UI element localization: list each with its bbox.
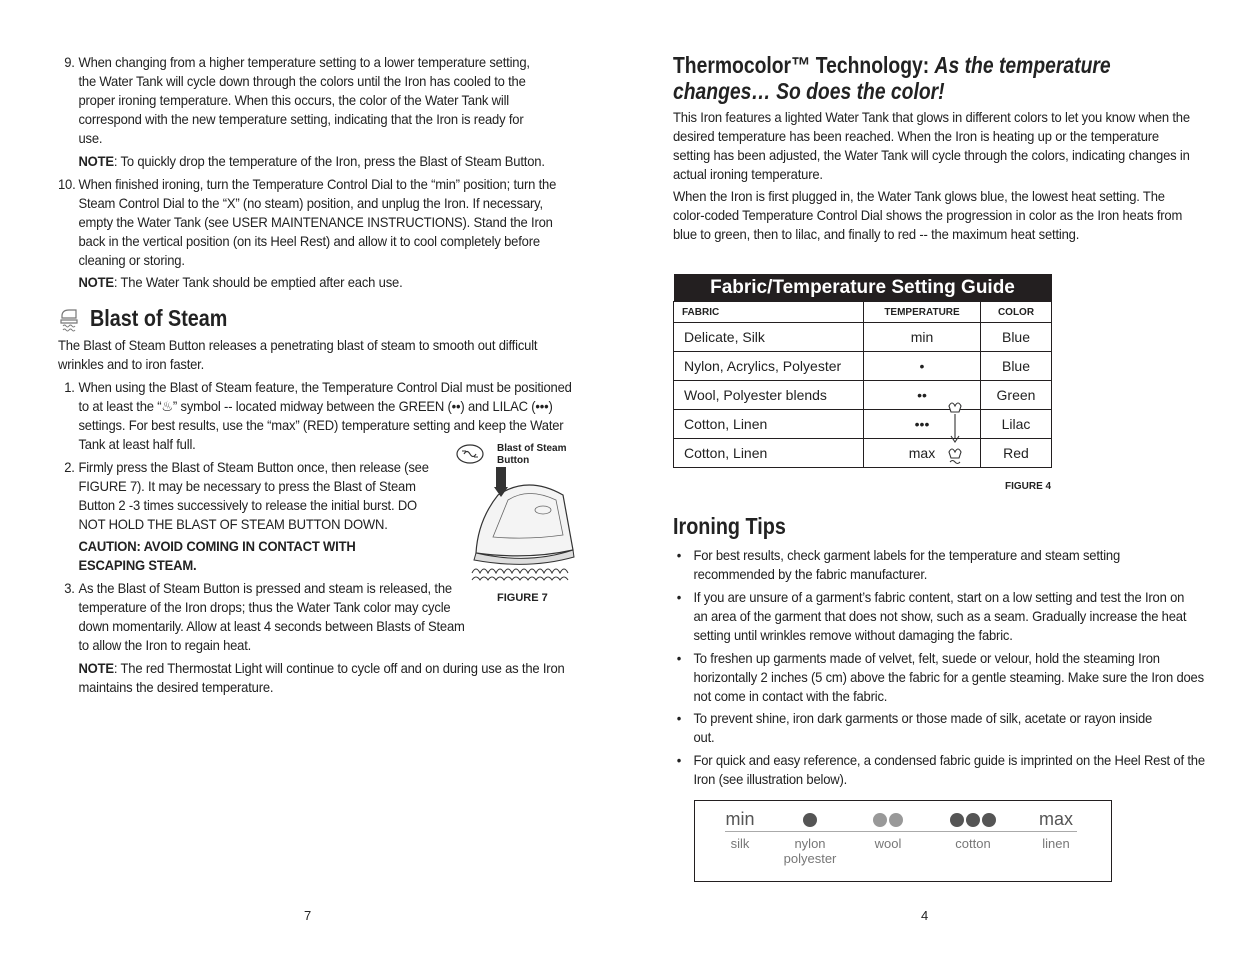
heel-divider (725, 831, 1077, 832)
steam-range-arrow-icon (944, 398, 966, 468)
table-row: Cotton, Linen ••• Lilac (674, 410, 1052, 439)
page-number-right: 4 (921, 908, 929, 923)
figure4-caption: FIGURE 4 (1005, 481, 1052, 492)
heel-linen: linen (1042, 836, 1070, 851)
list-item: • To prevent shine, iron dark garments or those made of silk, acetate or rayon inside out. (676, 710, 1153, 745)
note-quick-drop: NOTE: To quickly drop the temperature of the Iron, press the Blast of Steam Button. (78, 153, 545, 169)
list-item: • To freshen up garments made of velvet, felt, suede or velour, hold the steaming Iron horizontally 2 inches (5 cm) above the fabric for a gentle steaming. Make sure the Iron does not come in contact with the fabric. (676, 650, 1204, 704)
list-item: • For best results, check garment labels for the temperature and steam setting recommended by the fabric manufacturer. (676, 547, 1121, 582)
table-row: Delicate, Silk min Blue (674, 323, 1052, 352)
instruction-item-10: 10. When finished ironing, turn the Temperature Control Dial to the “min” position; turn the Steam Control Dial to the “X” (no steam) position, and unplug the Iron. If necessary, empty the Water Tank (see USER MAINTENANCE INSTRUCTIONS). Stand the Iron back in the vertical position (on its Heel Rest) and allow it to cool completely before cleaning or storing. (58, 176, 557, 268)
figure7-label: Blast of Steam Button (497, 443, 567, 466)
list-item: • If you are unsure of a garment’s fabric content, start on a low setting and test the Iron on an area of the garment that does not show, such as a seam. Gradually increase the heat setting until wrinkles remove without damaging the fabric. (676, 589, 1187, 643)
list-item: • For quick and easy reference, a condensed fabric guide is imprinted on the Heel Rest of the Iron (see illustration below). (676, 752, 1205, 787)
heel-max-label: max (1038, 809, 1073, 829)
heel-nylon-polyester: nylon polyester (783, 836, 837, 866)
col-header-color: COLOR (981, 302, 1052, 323)
table-row: Nylon, Acrylics, Polyester • Blue (674, 352, 1052, 381)
heel-three-dots (943, 809, 1003, 831)
note-thermostat: NOTE: The red Thermostat Light will continue to cycle off and on during use as the Iron maintains the desired temperature. (78, 660, 565, 695)
ironing-tips-heading: Ironing Tips (673, 513, 786, 539)
blast-of-steam-heading: Blast of Steam (90, 305, 228, 331)
thermocolor-paragraph-2: When the Iron is first plugged in, the Water Tank glows blue, the lowest heat setting. The color-coded Temperature Control Dial shows the progression in color as the Iron heats from blue to green, then to lilac, and finally to red -- the maximum heat setting. (673, 188, 1183, 242)
heel-one-dot (790, 809, 830, 831)
thermocolor-heading: Thermocolor™ Technology: As the temperature changes… So does the color! (673, 52, 1111, 104)
table-row: Cotton, Linen max Red (674, 439, 1052, 468)
heel-cotton: cotton (955, 836, 991, 851)
heel-rest-guide (694, 800, 1112, 882)
iron-illustration-figure7 (468, 465, 580, 585)
blast-step-2: 2. Firmly press the Blast of Steam Button once, then release (see FIGURE 7). It may be necessary to press the Blast of Steam Button 2 -3 times successively to release the initial burst. DO NOT HOLD THE BLAST OF STEAM BUTTON DOWN. (64, 459, 429, 532)
fabric-temperature-table (673, 274, 1052, 468)
instruction-item-9: 9. When changing from a higher temperature setting to a lower temperature setting, the Water Tank will cycle down through the colors until the Iron has cooled to the proper ironing temperature. When this occurs, the color of the Water Tank will correspond with the new temperature setting, indicating that the Iron is ready for use. (64, 54, 530, 146)
blast-button-icon (455, 443, 485, 465)
heel-wool: wool (874, 836, 902, 851)
blast-step-3: 3. As the Blast of Steam Button is pressed and steam is released, the temperature of the Iron drops; thus the Water Tank color may cycle down momentarily. Allow at least 4 seconds between Blasts of Steam to allow the Iron to regain heat. (64, 580, 465, 653)
heel-silk: silk (730, 836, 750, 851)
table-title: Fabric/Temperature Setting Guide (674, 274, 1052, 302)
caution-text: CAUTION: AVOID COMING IN CONTACT WITH ESCAPING STEAM. (78, 538, 356, 573)
blast-step-1: 1. When using the Blast of Steam feature, the Temperature Control Dial must be positioned to at least the “♨” symbol -- located midway between the GREEN (••) and LILAC (•••) settings. For best results, use the “max” (RED) temperature setting and keep the Water Tank at least half full. (64, 379, 572, 452)
thermocolor-paragraph-1: This Iron features a lighted Water Tank that glows in different colors to let you know when the desired temperature has been reached. When the Iron is heating up or the temperature setting has been adjusted, the Water Tank will cycle through the colors, indicating changes in actual ironing temperature. (673, 109, 1190, 182)
heel-min-label: min (725, 809, 755, 829)
note-empty-tank: NOTE: The Water Tank should be emptied after each use. (78, 274, 403, 290)
col-header-fabric: FABRIC (674, 302, 864, 323)
col-header-temperature: TEMPERATURE (864, 302, 981, 323)
blast-intro: The Blast of Steam Button releases a penetrating blast of steam to smooth out difficult wrinkles and to iron faster. (58, 337, 538, 372)
heel-two-dots (865, 809, 911, 831)
figure7-caption: FIGURE 7 (497, 592, 548, 604)
page-number-left: 7 (304, 908, 312, 923)
steam-iron-icon (58, 306, 80, 332)
table-row: Wool, Polyester blends •• Green (674, 381, 1052, 410)
